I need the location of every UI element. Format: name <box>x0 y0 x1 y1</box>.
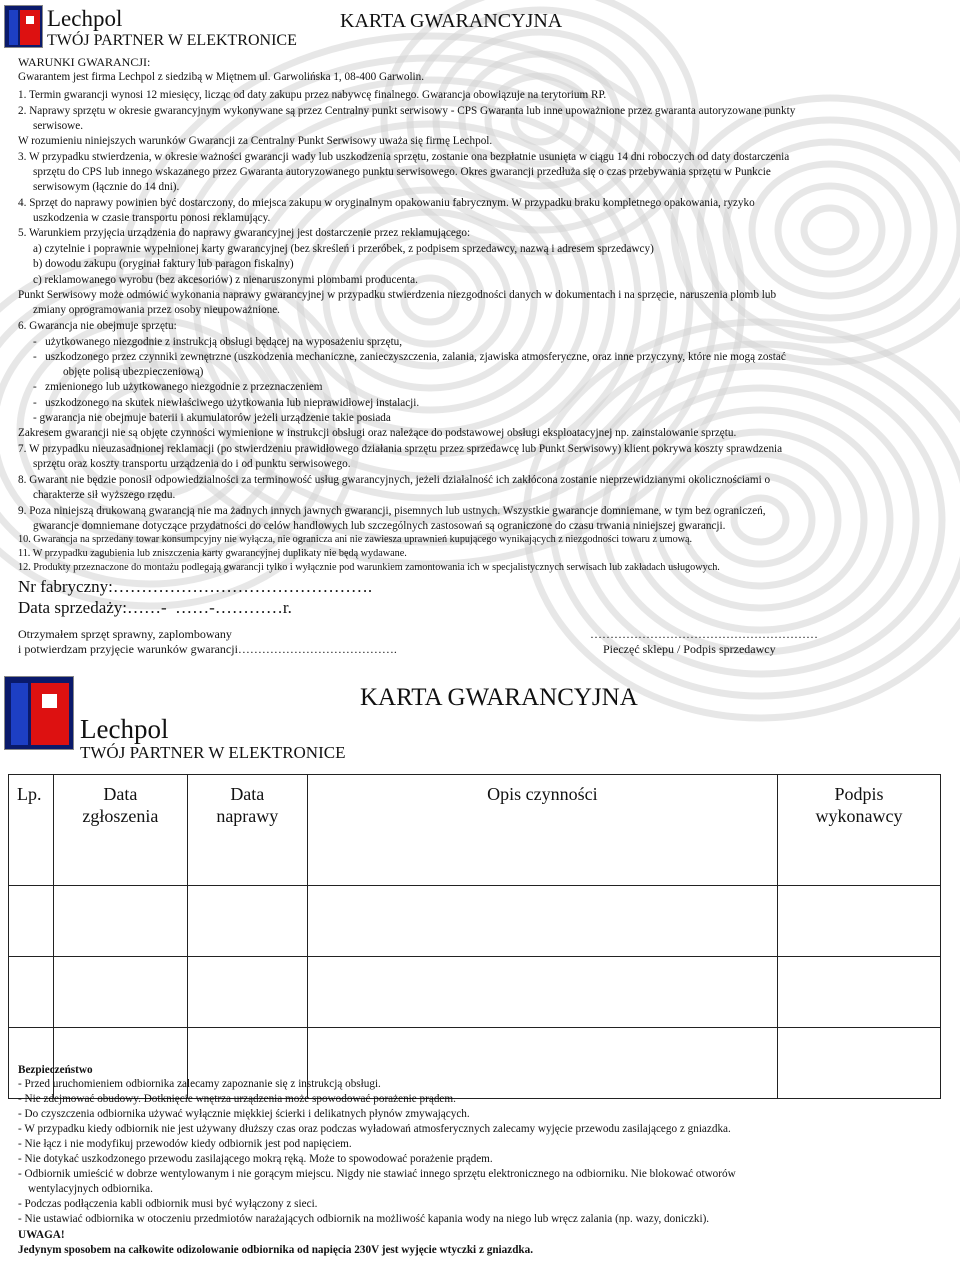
condition-line: serwisowym (łącznie do 14 dni). <box>33 181 180 193</box>
condition-line: 12. Produkty przeznaczone do montażu podlegają gwarancji tylko i wyłącznie pod warunkiem zamontowania ich w specjalistycznych serwisach lub zakładach usługowych. <box>18 562 720 573</box>
service-log-table <box>8 774 941 1099</box>
condition-line: uszkodzenia w czasie transportu ponosi reklamujący. <box>33 212 271 224</box>
condition-line: Zakresem gwarancji nie są objęte czynności wymienione w instrukcji obsługi oraz należące do podstawowej obsługi eksploatacyjnej np. zainstalowanie sprzętu. <box>18 427 737 439</box>
condition-line: serwisowe. <box>33 120 84 132</box>
table-cell[interactable] <box>53 957 187 1028</box>
col-header-signature: Podpis wykonawcy <box>778 775 941 886</box>
col-header-repair-date: Data naprawy <box>187 775 307 886</box>
condition-line: b) dowodu zakupu (oryginał faktury lub paragon fiskalny) <box>33 258 294 270</box>
serial-number-field[interactable]: Nr fabryczny:………………………………………. <box>18 577 373 596</box>
table-row <box>9 957 941 1028</box>
condition-line: 9. Poza niniejszą drukowaną gwarancją nie ma żadnych innych jawnych gwarancji, pisemnych lub ustnych. Wszystkie gwarancje domniemane, w tym bez ograniczeń, <box>18 505 766 517</box>
table-cell[interactable] <box>778 886 941 957</box>
safety-item: - Odbiornik umieścić w dobrze wentylowanym i nie gorącym miejscu. Nigdy nie stawiać innego sprzętu elektronicznego na odbiorniku. Nie blokować otworów <box>18 1168 736 1180</box>
receipt-line: i potwierdzam przyjęcie warunków gwarancji…………………………………. <box>18 642 397 656</box>
col-header-lp: Lp. <box>9 775 54 886</box>
condition-line: - gwarancja nie obejmuje baterii i akumulatorów jeżeli urządzenie takie posiada <box>33 412 391 424</box>
table-cell[interactable] <box>187 886 307 957</box>
table-header-row <box>9 775 941 886</box>
table-row <box>9 886 941 957</box>
condition-line: 4. Sprzęt do naprawy powinien być dostarczony, do miejsca zakupu w oryginalnym opakowaniu fabrycznym. W przypadku braku kompletnego opakowania, ryzyko <box>18 197 755 209</box>
condition-line: 5. Warunkiem przyjęcia urządzenia do naprawy gwarancyjnej jest dostarczenie przez reklamującego: <box>18 227 471 239</box>
stamp-label: Pieczęć sklepu / Podpis sprzedawcy <box>603 642 776 656</box>
signature-dots: ………………………………………………… <box>590 627 818 641</box>
brand-tagline: TWÓJ PARTNER W ELEKTRONICE <box>47 32 297 49</box>
safety-item: - Podczas podłączenia kabli odbiornik musi być wyłączony z sieci. <box>18 1198 318 1210</box>
receipt-line: Otrzymałem sprzęt sprawny, zaplombowany <box>18 627 232 641</box>
col-header-description: Opis czynności <box>307 775 777 886</box>
condition-line: 8. Gwarant nie będzie ponosił odpowiedzialności za terminowość usług gwarancyjnych, jeżeli działalność ich zakłócona zostanie nieprzewidzianymi okolicznościami o <box>18 474 771 486</box>
conditions-heading: WARUNKI GWARANCJI: <box>18 55 151 69</box>
condition-line: sprzętu oraz koszty transportu urządzenia do i od punktu serwisowego. <box>33 458 351 470</box>
condition-line: Punkt Serwisowy może odmówić wykonania naprawy gwarancyjnej w przypadku stwierdzenia niezgodności danych w dokumentach i na sprzęcie, naruszenia plomb lub <box>18 289 777 301</box>
condition-line: charakterze sił wyższego rzędu. <box>33 489 176 501</box>
condition-line: - użytkowanego niezgodnie z instrukcją obsługi będącej na wyposażeniu sprzętu, <box>33 336 403 348</box>
condition-line: 3. W przypadku stwierdzenia, w okresie ważności gwarancji wady lub uszkodzenia sprzętu, zostanie ona bezpłatnie usunięta w ciągu 14 dni roboczych od daty dostarczenia <box>18 151 790 163</box>
brand-name: Lechpol <box>47 6 123 31</box>
condition-line: zmiany oprogramowania przez osoby nieupoważnione. <box>33 304 280 316</box>
table-cell[interactable] <box>307 886 777 957</box>
final-warning: Jedynym sposobem na całkowite odizolowanie odbiornika od napięcia 230V jest wyjęcie wtyczki z gniazdka. <box>18 1244 534 1256</box>
table-cell[interactable] <box>53 886 187 957</box>
lechpol-logo-icon <box>4 676 74 750</box>
page-title: KARTA GWARANCYJNA <box>340 10 563 32</box>
condition-line: c) reklamowanego wyrobu (bez akcesoriów) z nienaruszonymi plombami producenta. <box>33 274 418 286</box>
condition-line: sprzętu do CPS lub innego wskazanego przez Gwaranta autoryzowanego punktu serwisowego. Okres gwarancji przedłuża się o czas przebywania sprzętu w Punkcie <box>33 166 771 178</box>
condition-line: 7. W przypadku nieuzasadnionej reklamacji (po stwierdzeniu prawidłowego działania sprzętu przez sprzedawcę lub Punkt Serwisowy) klient pokrywa koszty sprawdzenia <box>18 443 783 455</box>
safety-item: - Nie zdejmować obudowy. Dotknięcie wnętrza urządzenia może spowodować porażenie prądem. <box>18 1093 456 1105</box>
card-brand-name: Lechpol <box>80 714 169 744</box>
condition-line: 11. W przypadku zagubienia lub zniszczenia karty gwarancyjnej duplikaty nie będą wydawane. <box>18 548 407 559</box>
table-cell[interactable] <box>778 1028 941 1099</box>
table-cell[interactable] <box>778 957 941 1028</box>
safety-item: - Nie dotykać uszkodzonego przewodu zasilającego mokrą ręką. Może to spowodować porażenie prądem. <box>18 1153 493 1165</box>
condition-line: Gwarantem jest firma Lechpol z siedzibą w Miętnem ul. Garwolińska 1, 08-400 Garwolin. <box>18 71 425 83</box>
condition-line: objęte polisą ubezpieczeniową) <box>63 366 204 378</box>
table-cell[interactable] <box>9 957 54 1028</box>
condition-line: a) czytelnie i poprawnie wypełnionej karty gwarancyjnej (bez skreśleń i przeróbek, z podpisem sprzedawcy, nazwą i adresem sprzedawcy) <box>33 243 654 255</box>
safety-heading: Bezpieczeństwo <box>18 1064 93 1076</box>
safety-item: wentylacyjnych odbiornika. <box>28 1183 153 1195</box>
table-cell[interactable] <box>307 957 777 1028</box>
warning-label: UWAGA! <box>18 1229 65 1241</box>
condition-line: 2. Naprawy sprzętu w okresie gwarancyjnym wykonywane są przez Centralny punkt serwisowy - CPS Gwaranta lub inne upoważnione przez gwaranta autoryzowane punkty <box>18 105 796 117</box>
condition-line: - uszkodzonego przez czynniki zewnętrzne (uszkodzenia mechaniczne, zanieczyszczenia, zalania, zjawiska atmosferyczne, oraz inne przyczyny, które nie mogą zostać <box>33 351 786 363</box>
table-cell[interactable] <box>9 886 54 957</box>
condition-line: 1. Termin gwarancji wynosi 12 miesięcy, licząc od daty zakupu przez nabywcę finalnego. Gwarancja obowiązuje na terytorium RP. <box>18 89 607 101</box>
condition-line: - zmienionego lub użytkowanego niezgodnie z przeznaczeniem <box>33 381 323 393</box>
safety-item: - W przypadku kiedy odbiornik nie jest używany dłuższy czas oraz podczas wyładowań atmosferycznych zalecamy wyjęcie przewodu zasilającego z gniazdka. <box>18 1123 731 1135</box>
lechpol-logo-icon <box>4 5 43 48</box>
col-header-report-date: Data zgłoszenia <box>53 775 187 886</box>
condition-line: gwarancje domniemane dotyczące przydatności do celów handlowych lub szczególnych zastosowań są ograniczone do czasu trwania niniejszej gwarancji. <box>33 520 726 532</box>
safety-item: - Nie łącz i nie modyfikuj przewodów kiedy odbiornik jest pod napięciem. <box>18 1138 352 1150</box>
safety-item: - Przed uruchomieniem odbiornika zalecamy zapoznanie się z instrukcją obsługi. <box>18 1078 381 1090</box>
card-title: KARTA GWARANCYJNA <box>360 684 638 711</box>
condition-line: - uszkodzonego na skutek niewłaściwego użytkowania lub nieprawidłowej instalacji. <box>33 397 420 409</box>
sale-date-field[interactable]: Data sprzedaży:……- ……-…………r. <box>18 598 292 617</box>
table-cell[interactable] <box>187 957 307 1028</box>
condition-line: 10. Gwarancja na sprzedany towar konsumpcyjny nie wyłącza, nie ogranicza ani nie zawiesza uprawnień kupującego wynikających z niezgodności towaru z umową. <box>18 534 693 545</box>
condition-line: W rozumieniu niniejszych warunków Gwarancji za Centralny Punkt Serwisowy uważa się firmę Lechpol. <box>18 135 493 147</box>
safety-item: - Nie ustawiać odbiornika w otoczeniu przedmiotów narażających odbiornik na możliwość kapania wody na niego lub wręcz zalania (np. wazy, doniczki). <box>18 1213 710 1225</box>
card-brand-tagline: TWÓJ PARTNER W ELEKTRONICE <box>80 743 346 762</box>
condition-line: 6. Gwarancja nie obejmuje sprzętu: <box>18 320 177 332</box>
safety-item: - Do czyszczenia odbiornika używać wyłącznie miękkiej ścierki i delikatnych płynów zmywających. <box>18 1108 470 1120</box>
